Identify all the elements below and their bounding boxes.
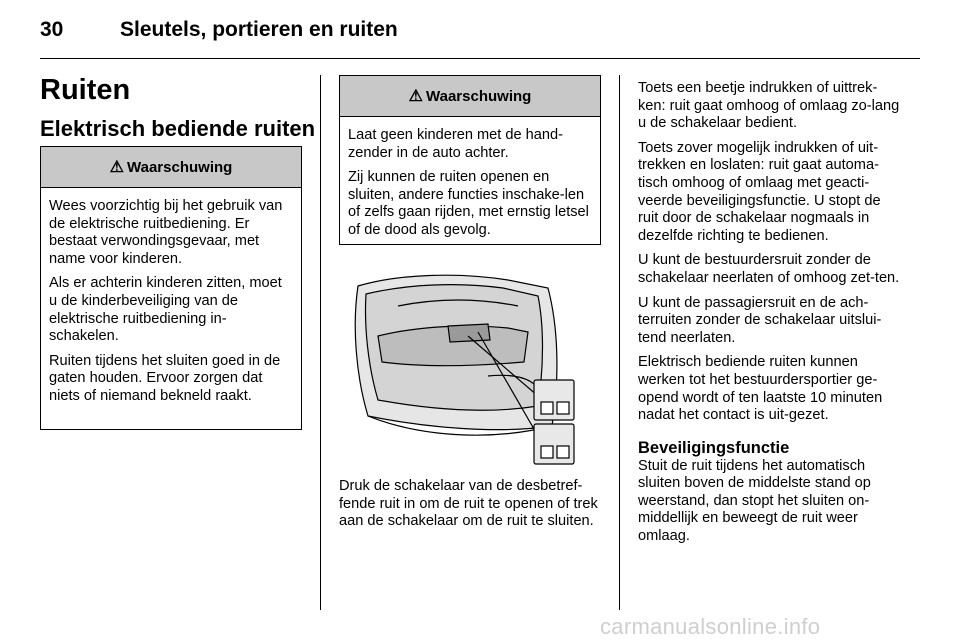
column-divider-1 [320,75,321,610]
warning-triangle-icon: ⚠ [109,159,125,176]
body-paragraph: Stuit de ruit tijdens het automatisch sluiten boven de middelste stand op weerstand, dan stopt het sluiten on-middellijk en beweegt de ruit weer omlaag. [638,457,871,545]
body-paragraph: U kunt de passagiersruit en de ach-terruiten zonder de schakelaar uitslui-tend neerlaten. [638,294,882,346]
header-rule [40,58,920,59]
body-paragraph: Toets een beetje indrukken of uittrek-ken: ruit gaat omhoog of omlaag zo-lang u de schakelaar bedient. [638,80,900,132]
warning-box-handsender [339,75,601,245]
warning-paragraph: Als er achterin kinderen zitten, moet u de kinderbeveiliging van de elektrische ruitbediening in-schakelen. [49,275,282,345]
warning-triangle-icon: ⚠ [408,88,424,105]
body-paragraph: Druk de schakelaar van de desbetref-fende ruit in om de ruit te openen of trek aan de schakelaar om de ruit te sluiten. [339,478,598,530]
door-panel-illustration [338,266,608,466]
column-divider-2 [619,75,620,610]
warning-box-children [40,146,302,430]
body-paragraph: Elektrisch bediende ruiten kunnen werken tot het bestuurdersportier ge-opend wordt of ten laatste 10 minuten nadat het contact is uit-gezet. [638,354,883,424]
subheading-security: Beveiligingsfunctie [638,438,790,457]
warning-paragraph: Zij kunnen de ruiten openen en sluiten, andere functies inschake-len of zelfs gaan rijden, met ernstig letsel of de dood als gevolg. [348,169,589,238]
warning-header [41,147,301,188]
page-number: 30 [40,18,64,41]
body-paragraph: Toets zover mogelijk indrukken of uit-trekken en loslaten: ruit gaat automa-tisch omhoog of omlaag met geacti-veerde beveiligingsfunctie. U stopt de ruit door de schakelaar nogmaals in dezelfde richting te bedienen. [638,139,881,244]
warning-paragraph: Wees voorzichtig bij het gebruik van de elektrische ruitbediening. Er bestaat verwondingsgevaar, met name voor kinderen. [49,198,283,267]
warning-body [41,188,301,419]
warning-paragraph: Laat geen kinderen met de hand-zender in de auto achter. [348,127,564,161]
warning-heading: Waarschuwing [426,87,532,105]
running-title: Sleutels, portieren en ruiten [120,18,398,41]
right-column-text [638,80,904,553]
section-subtitle: Elektrisch bediende ruiten [40,116,316,141]
warning-paragraph: Ruiten tijdens het sluiten goed in de gaten houden. Ervoor zorgen dat niets of niemand bekneld raakt. [49,352,281,404]
warning-body [340,117,600,253]
watermark: carmanualsonline.info [600,614,821,639]
warning-header [340,76,600,117]
section-title: Ruiten [40,74,131,106]
body-paragraph: U kunt de bestuurdersruit zonder de schakelaar neerlaten of omhoog zet-ten. [638,252,900,286]
warning-heading: Waarschuwing [127,158,233,176]
middle-column-text [339,478,604,538]
